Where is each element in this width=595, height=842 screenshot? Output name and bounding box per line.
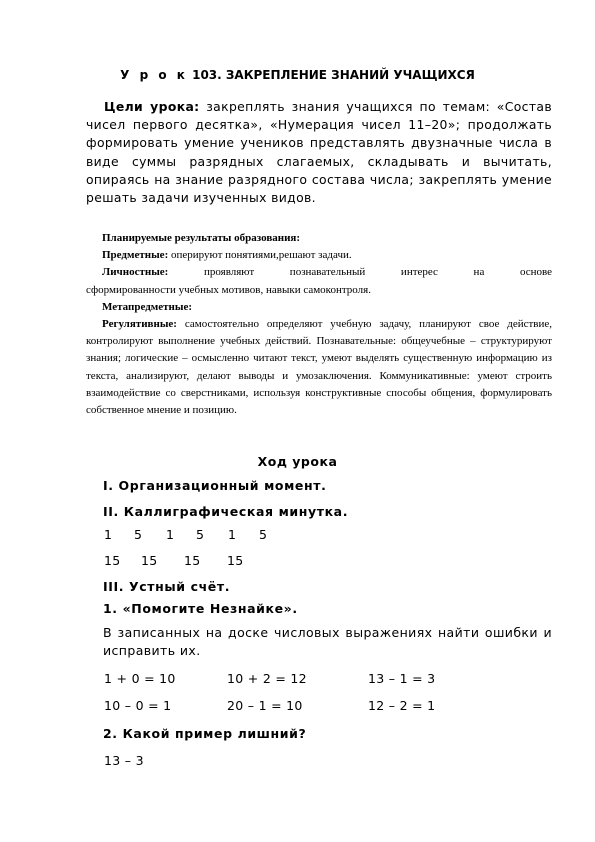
calligraphy-number: 15 [141,553,158,568]
calligraphy-digit: 1 [228,527,237,542]
calligraphy-number: 15 [227,553,244,568]
meta-heading: Метапредметные: [102,300,193,313]
calligraphy-number: 15 [104,553,121,568]
regulative-label: Регулятивные: [102,318,177,331]
calligraphy-digit: 1 [166,527,175,542]
expression: 10 + 2 = 12 [227,671,307,686]
expression: 10 – 0 = 1 [104,698,172,713]
expression: 1 + 0 = 10 [104,671,176,686]
section-oral-count-label: III. Устный счёт. [103,579,231,594]
personal-label: Личностные: [102,266,169,279]
planned-results [86,230,552,419]
lesson-title-prefix: У р о к [120,68,188,82]
lesson-title-text: 103. ЗАКРЕПЛЕНИЕ ЗНАНИЙ УЧАЩИХСЯ [192,68,475,82]
expression: 12 – 2 = 1 [368,698,436,713]
expression: 13 – 1 = 3 [368,671,436,686]
calligraphy-digit: 1 [104,527,113,542]
task-2-title: 2. Какой пример лишний? [103,726,307,741]
section-organizational: I. Организационный момент. [103,478,327,493]
results-heading: Планируемые результаты образования: [102,232,301,244]
lesson-goals [86,98,552,207]
task-1-text: В записанных на доске числовых выражениях найти ошибки и исправить их. [103,625,552,658]
calligraphy-digit: 5 [196,527,205,542]
regulative-text: самостоятельно определяют учебную задачу, планируют свое действие, контролируют выполнение учебных действий. Познавательные: общеучебные – структурируют знания; логические – осмысленно читают текст, умеют выделять существенную информацию из текста, анализируют, делают выводы и умозаключения. Коммуникативные: умеют строить взаимодействие со сверстниками, используя конструктивные способы общения, формулировать собственное мнение и позицию. [86,318,553,417]
task-2-first-example: 13 – 3 [104,753,144,768]
section-calligraphy: II. Каллиграфическая минутка. [103,504,349,519]
calligraphy-digit: 5 [134,527,143,542]
goals-label: Цели урока: [104,99,200,114]
lesson-title [0,68,595,82]
calligraphy-digit: 5 [259,527,268,542]
subject-text: оперируют понятиями,решают задачи. [170,249,352,262]
expression: 20 – 1 = 10 [227,698,303,713]
task-1-title: 1. «Помогите Незнайке». [103,601,298,616]
lesson-flow-heading: Ход урока [257,454,338,469]
personal-text-continued: сформированности учебных мотивов, навыки самоконтроля. [86,283,371,296]
calligraphy-number: 15 [184,553,201,568]
personal-text: проявляют познавательный интерес на основе [203,266,553,279]
subject-label: Предметные: [102,249,169,262]
section-oral-count [103,579,230,594]
goals-text: закреплять знания учащихся по темам: «Состав чисел первого десятка», «Нумерация чисел 11–20»; продолжать формировать умение учеников представлять двузначные числа в виде суммы разрядных слагаемых, складывать и вычитать, опираясь на знание разрядного состава числа; закреплять умение решать задачи изученных видов. [86,99,552,206]
